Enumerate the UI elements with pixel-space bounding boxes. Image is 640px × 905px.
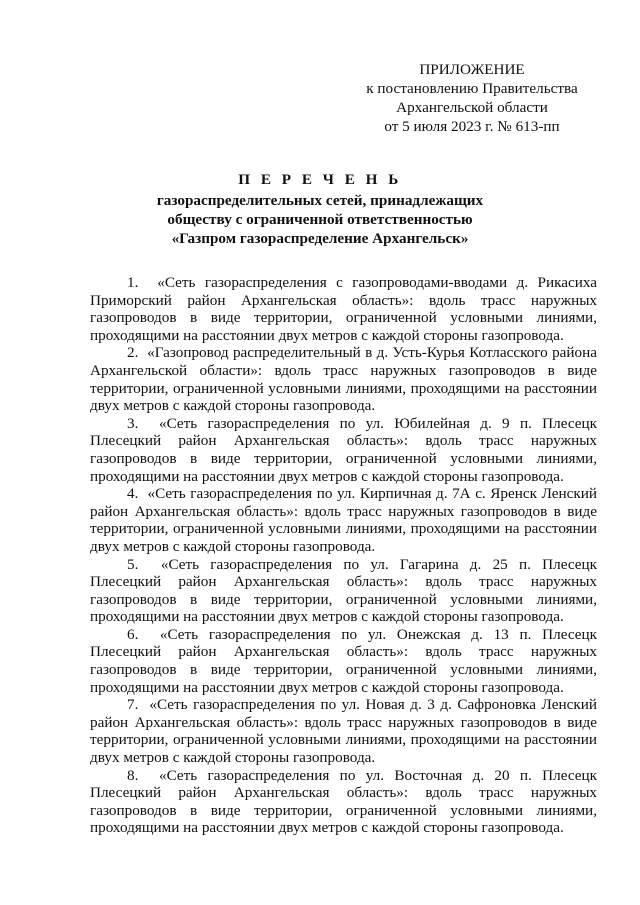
item-text: «Сеть газораспределения по ул. Онежская д. 13 п. Плесецк Плесецкий район Архангельская область»: вдоль трасс наружных газопроводов в виде территории, ограниченной условными линиями, проходящими на расстоянии двух метров с каждой стороны газопровода. xyxy=(90,625,598,696)
item-number: 5. xyxy=(127,555,139,573)
item-number: 8. xyxy=(127,766,139,784)
list-item xyxy=(90,415,597,485)
appendix-label: ПРИЛОЖЕНИЕ xyxy=(419,61,525,78)
item-text: «Сеть газораспределения по ул. Кирпичная д. 7А с. Яренск Ленский район Архангельская область»: вдоль трасс наружных газопроводов в виде территории, ограниченной условными линиями, проходящими на расстоянии двух метров с каждой стороны газопровода. xyxy=(90,485,598,555)
item-number: 7. xyxy=(127,696,139,714)
title-line-2: обществу с ограниченной ответственностью xyxy=(167,211,473,228)
item-text: «Газопровод распределительный в д. Усть-Курья Котласского района Архангельской области»: вдоль трасс наружных газопроводов в виде территории, ограниченной условными линиями, проходящими на расстоянии двух метров с каждой стороны газопровода. xyxy=(90,344,598,415)
item-number: 1. xyxy=(127,274,139,291)
title-line-3: «Газпром газораспределение Архангельск» xyxy=(171,230,469,247)
list-item xyxy=(90,556,597,626)
list-item xyxy=(90,344,597,414)
item-number: 3. xyxy=(127,414,139,432)
item-number: 6. xyxy=(127,625,139,643)
list-item xyxy=(90,485,597,555)
document-heading: П Е Р Е Ч Е Н Ь xyxy=(238,171,402,188)
title-block xyxy=(90,170,550,248)
item-text: «Сеть газораспределения по ул. Восточная д. 20 п. Плесецк Плесецкий район Архангельская область»: вдоль трасс наружных газопроводов в виде территории, ограниченной условными линиями, проходящими на расстоянии двух метров с каждой стороны газопровода. xyxy=(90,766,598,837)
list-item xyxy=(90,767,597,837)
item-number: 4. xyxy=(127,485,139,503)
appendix-resolution-line: к постановлению Правительства xyxy=(366,80,578,97)
item-text: «Сеть газораспределения с газопроводами-вводами д. Рикасиха Приморский район Архангельская область»: вдоль трасс наружных газопроводов в виде территории, ограниченной условными линиями, проходящими на расстоянии двух метров с каждой стороны газопровода. xyxy=(90,274,597,344)
appendix-region-line: Архангельской области xyxy=(396,99,548,116)
list-item xyxy=(90,274,597,344)
list-item xyxy=(90,626,597,696)
network-list xyxy=(90,274,597,837)
appendix-date-line: от 5 июля 2023 г. № 613-пп xyxy=(384,118,560,135)
list-item xyxy=(90,696,597,766)
item-number: 2. xyxy=(127,344,139,362)
item-text: «Сеть газораспределения по ул. Юбилейная д. 9 п. Плесецк Плесецкий район Архангельская область»: вдоль трасс наружных газопроводов в виде территории, ограниченной условными линиями, проходящими на расстоянии двух метров с каждой стороны газопровода. xyxy=(90,414,597,485)
appendix-block xyxy=(352,60,592,136)
item-text: «Сеть газораспределения по ул. Новая д. 3 д. Сафроновка Ленский район Архангельская область»: вдоль трасс наружных газопроводов в виде территории, ограниченной условными линиями, проходящими на расстоянии двух метров с каждой стороны газопровода. xyxy=(90,696,597,767)
item-text: «Сеть газораспределения по ул. Гагарина д. 25 п. Плесецк Плесецкий район Архангельская область»: вдоль трасс наружных газопроводов в виде территории, ограниченной условными линиями, проходящими на расстоянии двух метров с каждой стороны газопровода. xyxy=(90,555,597,626)
title-line-1: газораспределительных сетей, принадлежащих xyxy=(156,192,484,209)
